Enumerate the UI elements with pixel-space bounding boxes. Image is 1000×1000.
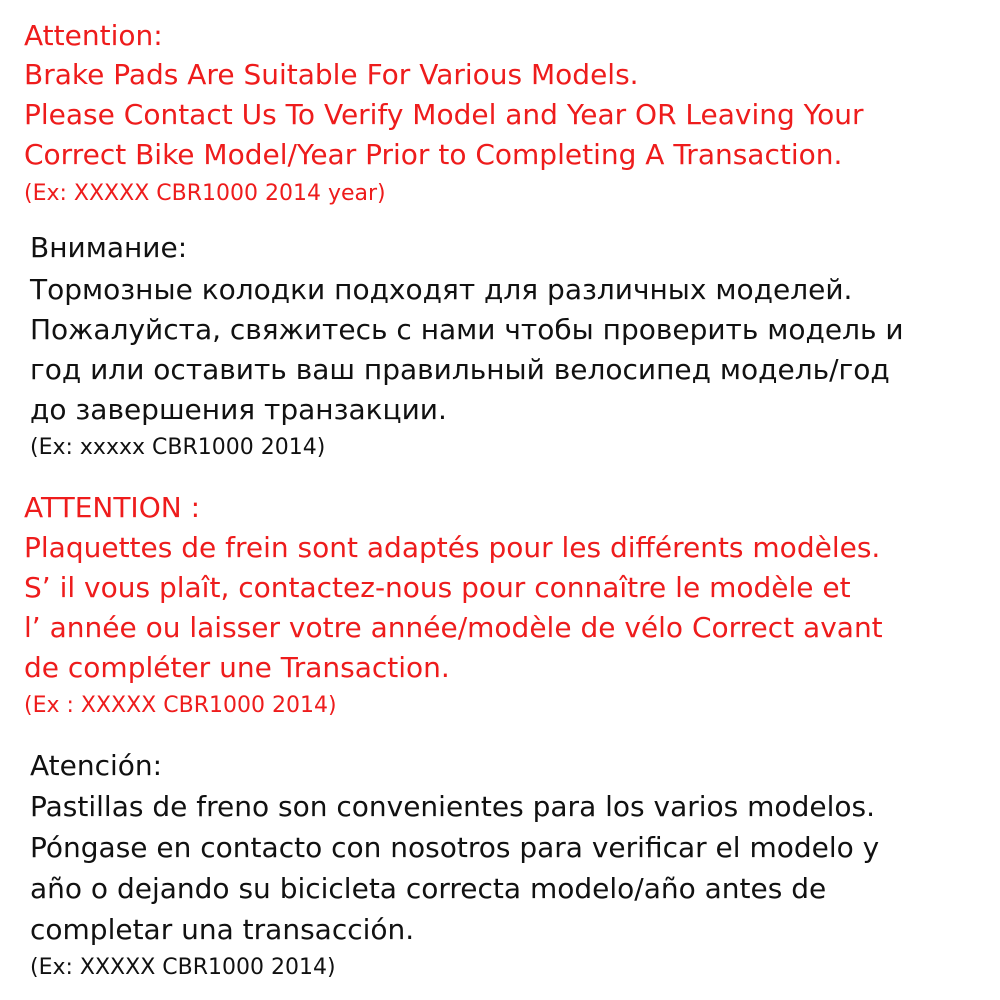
notice-line: Pastillas de freno son convenientes para los varios modelos. bbox=[30, 790, 875, 823]
notice-line: Please Contact Us To Verify Model and Year OR Leaving Your bbox=[24, 98, 864, 131]
notice-line: l’ année ou laisser votre année/modèle de vélo Correct avant bbox=[24, 611, 883, 644]
notice-title: Attention: bbox=[24, 19, 163, 52]
notice-line: Пожалуйста, свяжитесь с нами чтобы проверить модель и bbox=[30, 313, 904, 346]
notice-title: Внимание: bbox=[30, 231, 188, 264]
notice-line: S’ il vous plaît, contactez-nous pour connaître le modèle et bbox=[24, 571, 851, 604]
notice-line: completar una transacción. bbox=[30, 913, 415, 946]
notice-line: Brake Pads Are Suitable For Various Models. bbox=[24, 58, 639, 91]
notice-example: (Ex : XXXXX CBR1000 2014) bbox=[24, 693, 337, 718]
notice-example: (Ex: XXXXX CBR1000 2014) bbox=[30, 955, 336, 980]
notice-title: ATTENTION : bbox=[24, 491, 201, 524]
notice-line: año o dejando su bicicleta correcta modelo/año antes de bbox=[30, 872, 827, 905]
notice-title: Atención: bbox=[30, 749, 163, 782]
notice-line: Correct Bike Model/Year Prior to Completing A Transaction. bbox=[24, 138, 843, 171]
notice-line: год или оставить ваш правильный велосипед модель/год bbox=[30, 353, 890, 386]
notice-example: (Ex: xxxxx CBR1000 2014) bbox=[30, 435, 326, 460]
notice-example: (Ex: XXXXX CBR1000 2014 year) bbox=[24, 181, 386, 206]
notice-line: Тормозные колодки подходят для различных моделей. bbox=[30, 273, 853, 306]
notice-line: de compléter une Transaction. bbox=[24, 651, 450, 684]
notice-line: Póngase en contacto con nosotros para verificar el modelo y bbox=[30, 831, 880, 864]
notice-line: до завершения транзакции. bbox=[30, 393, 447, 426]
notice-line: Plaquettes de frein sont adaptés pour les différents modèles. bbox=[24, 531, 881, 564]
